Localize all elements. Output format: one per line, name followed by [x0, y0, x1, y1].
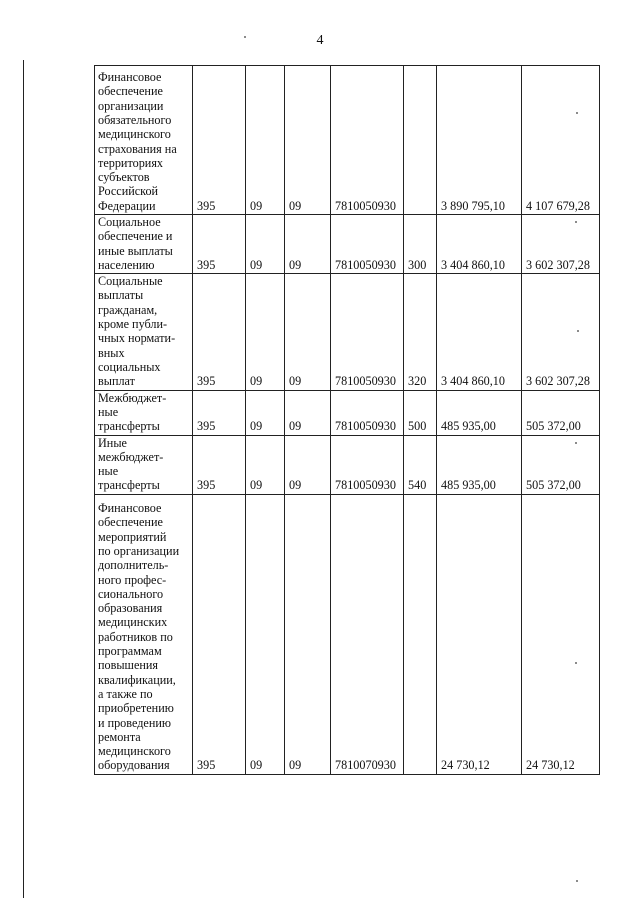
cell-sum-year1: 3 404 860,10: [437, 215, 522, 274]
cell-name: [95, 435, 193, 494]
name-line: а также по: [98, 686, 153, 701]
name-line: ремонта: [98, 729, 141, 744]
name-line: ные: [98, 404, 119, 419]
name-line: организации: [98, 98, 164, 113]
cell-sum-year1: 485 935,00: [437, 390, 522, 435]
table-row: [95, 66, 600, 215]
name-line: ного профес-: [98, 572, 167, 587]
name-line: приобретению: [98, 701, 174, 716]
table-row: [95, 390, 600, 435]
cell-sum-year1: 24 730,12: [437, 494, 522, 774]
scan-speck: [576, 880, 578, 882]
name-line: межбюджет-: [98, 449, 164, 464]
cell-gr: 395: [193, 390, 246, 435]
name-line: квалификации,: [98, 672, 176, 687]
cell-vr: 500: [404, 390, 437, 435]
name-line: территориях: [98, 155, 164, 170]
name-line: повышения: [98, 658, 159, 673]
name-line: работников по: [98, 629, 173, 644]
cell-gr: 395: [193, 274, 246, 390]
cell-name: [95, 274, 193, 390]
name-line: Межбюджет-: [98, 390, 167, 405]
name-line: мероприятий: [98, 529, 167, 544]
cell-sum-year2: 4 107 679,28: [522, 66, 600, 215]
name-line: обеспечение: [98, 515, 163, 530]
cell-rz: 09: [246, 435, 285, 494]
cell-rz: 09: [246, 66, 285, 215]
name-line: субъектов: [98, 170, 150, 185]
name-line: и проведению: [98, 715, 171, 730]
name-line: медицинских: [98, 615, 168, 630]
cell-pr: 09: [285, 435, 331, 494]
cell-rz: 09: [246, 215, 285, 274]
cell-gr: 395: [193, 215, 246, 274]
name-line: обеспечение: [98, 84, 163, 99]
cell-sum-year1: 3 890 795,10: [437, 66, 522, 215]
name-line: обязательного: [98, 112, 172, 127]
table-row: [95, 494, 600, 774]
binding-line: [23, 60, 24, 898]
cell-csr: 7810050930: [331, 215, 404, 274]
cell-pr: 09: [285, 215, 331, 274]
cell-name: [95, 390, 193, 435]
cell-csr: 7810050930: [331, 66, 404, 215]
name-line: чных нормати-: [98, 331, 176, 346]
cell-pr: 09: [285, 390, 331, 435]
cell-sum-year2: 505 372,00: [522, 390, 600, 435]
name-line: страхования на: [98, 141, 177, 156]
cell-vr: [404, 66, 437, 215]
cell-csr: 7810050930: [331, 274, 404, 390]
name-line: оборудования: [98, 758, 170, 773]
name-line: выплат: [98, 374, 135, 389]
cell-csr: 7810070930: [331, 494, 404, 774]
name-line: населению: [98, 257, 155, 272]
name-line: программам: [98, 644, 162, 659]
name-line: образования: [98, 601, 163, 616]
name-line: иные выплаты: [98, 243, 173, 258]
page-number: 4: [316, 33, 324, 48]
cell-pr: 09: [285, 66, 331, 215]
cell-vr: 320: [404, 274, 437, 390]
budget-table: [94, 65, 600, 775]
name-line: Российской: [98, 184, 159, 199]
name-line: социальных: [98, 359, 161, 374]
cell-pr: 09: [285, 274, 331, 390]
table-row: [95, 435, 600, 494]
cell-gr: 395: [193, 435, 246, 494]
cell-sum-year1: 3 404 860,10: [437, 274, 522, 390]
name-line: гражданам,: [98, 302, 158, 317]
cell-vr: 300: [404, 215, 437, 274]
name-line: Социальные: [98, 274, 163, 289]
cell-vr: 540: [404, 435, 437, 494]
cell-sum-year1: 485 935,00: [437, 435, 522, 494]
name-line: сионального: [98, 586, 164, 601]
cell-sum-year2: 3 602 307,28: [522, 274, 600, 390]
cell-name: [95, 66, 193, 215]
name-line: медицинского: [98, 127, 171, 142]
name-line: Финансовое: [98, 501, 162, 516]
cell-gr: 395: [193, 66, 246, 215]
cell-sum-year2: 24 730,12: [522, 494, 600, 774]
name-line: выплаты: [98, 288, 144, 303]
cell-rz: 09: [246, 274, 285, 390]
table-body: [95, 66, 600, 775]
cell-sum-year2: 3 602 307,28: [522, 215, 600, 274]
table-row: [95, 274, 600, 390]
name-line: Социальное: [98, 215, 161, 229]
name-line: дополнитель-: [98, 558, 169, 573]
name-line: Федерации: [98, 198, 156, 213]
table-row: [95, 215, 600, 274]
name-line: Иные: [98, 435, 127, 450]
name-line: трансферты: [98, 419, 160, 434]
name-line: трансферты: [98, 478, 160, 493]
name-line: медицинского: [98, 744, 171, 759]
cell-pr: 09: [285, 494, 331, 774]
name-line: по организации: [98, 544, 180, 558]
scan-speck: [244, 36, 246, 38]
cell-rz: 09: [246, 390, 285, 435]
cell-name: [95, 494, 193, 774]
cell-vr: [404, 494, 437, 774]
cell-gr: 395: [193, 494, 246, 774]
cell-csr: 7810050930: [331, 390, 404, 435]
name-line: ные: [98, 464, 119, 479]
name-line: кроме публи-: [98, 317, 168, 332]
name-line: вных: [98, 345, 125, 360]
cell-csr: 7810050930: [331, 435, 404, 494]
name-line: Финансовое: [98, 70, 162, 85]
name-line: обеспечение и: [98, 229, 173, 244]
cell-rz: 09: [246, 494, 285, 774]
cell-sum-year2: 505 372,00: [522, 435, 600, 494]
cell-name: [95, 215, 193, 274]
